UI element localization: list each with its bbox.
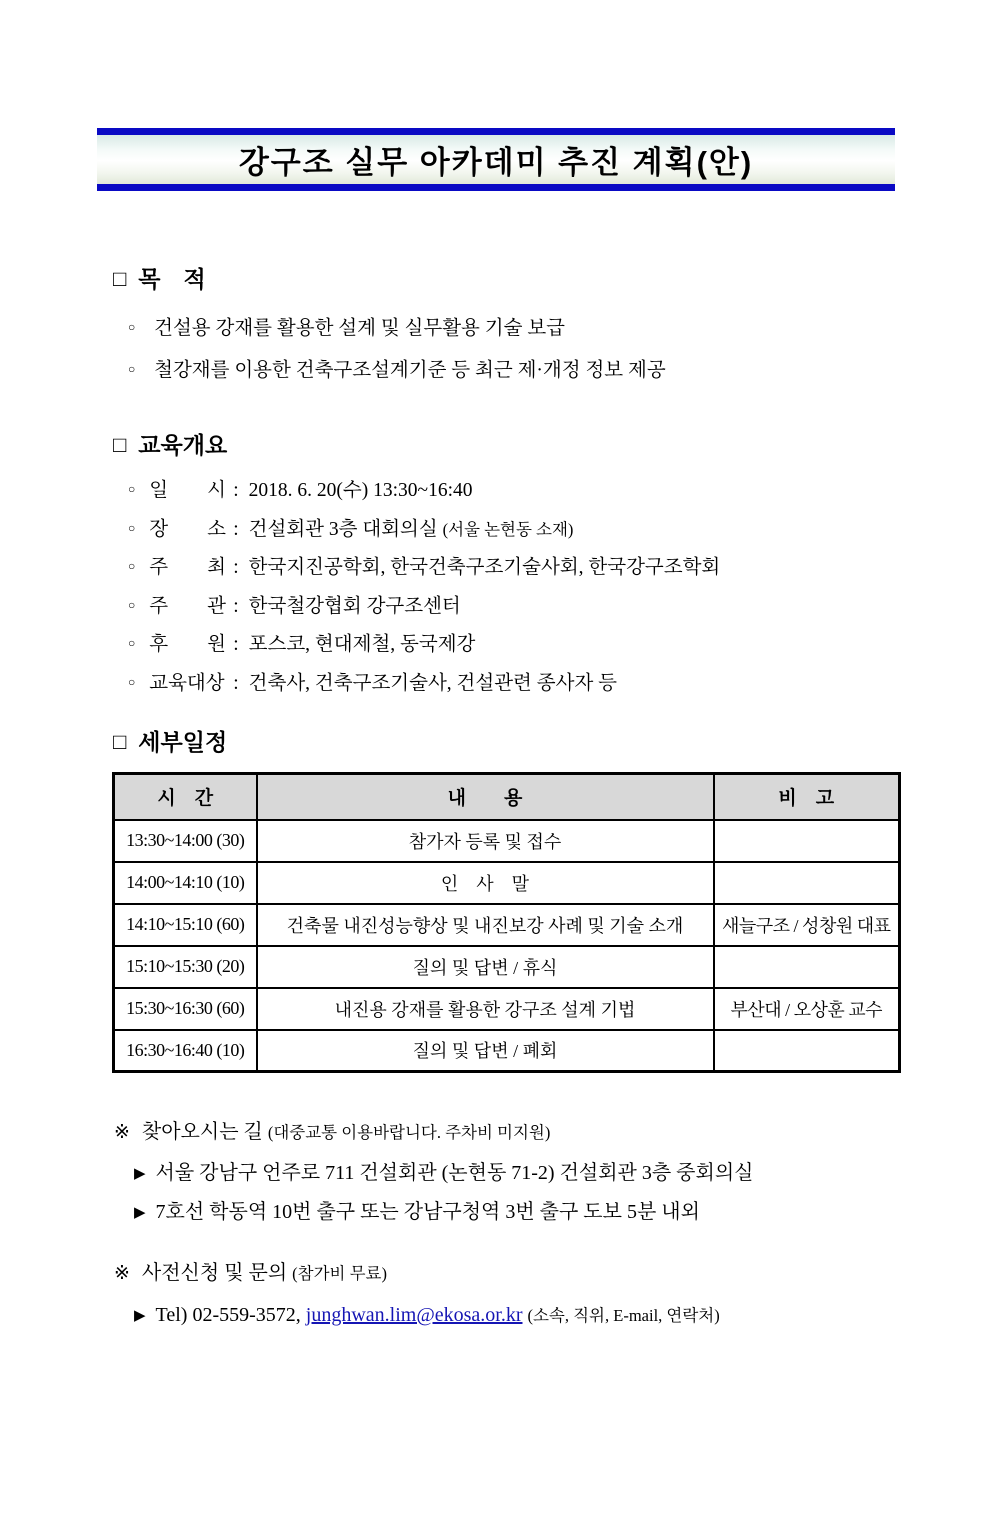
note-cell	[714, 820, 900, 862]
section-heading-schedule	[113, 728, 992, 756]
item-note: (서울 논현동 소재)	[442, 519, 574, 539]
colon-separator: :	[233, 480, 239, 501]
directions-item-text: 7호선 학동역 10번 출구 또는 강남구청역 3번 출구 도보 5분 내외	[155, 1201, 700, 1223]
circle-bullet-icon: ○	[128, 597, 136, 612]
banner-body	[97, 135, 895, 184]
table-row	[114, 904, 900, 946]
circle-bullet-icon: ○	[128, 482, 136, 496]
table-row	[114, 820, 900, 862]
schedule-table	[112, 772, 901, 1073]
directions-list	[134, 1154, 992, 1232]
content-cell: 인 사 말	[257, 862, 714, 904]
circle-bullet-icon: ○	[128, 559, 136, 573]
table-row	[114, 1030, 900, 1072]
square-bullet-icon: □	[113, 266, 127, 291]
purpose-bullet-list	[128, 307, 992, 391]
tel-text: Tel) 02-559-3572,	[155, 1304, 301, 1326]
list-item	[128, 510, 992, 549]
contact-suffix: (소속, 직위, E-mail, 연락처)	[527, 1306, 720, 1325]
email-link[interactable]: junghwan.lim@ekosa.or.kr	[305, 1304, 523, 1326]
directions-item-text: 서울 강남구 언주로 711 건설회관 (논현동 71-2) 건설회관 3층 중회의실	[155, 1162, 754, 1184]
directions-heading	[114, 1117, 992, 1148]
arrow-bullet-icon: ▶	[134, 1205, 146, 1221]
directions-heading-note: (대중교통 이용바랍니다. 주차비 미지원)	[267, 1123, 551, 1142]
time-cell: 14:00~14:10 (10)	[114, 862, 257, 904]
list-item	[128, 587, 992, 626]
list-item	[128, 548, 992, 587]
note-cell	[714, 946, 900, 988]
contact-tel-line	[134, 1299, 992, 1332]
list-item	[128, 471, 992, 510]
banner-top-bar	[97, 128, 895, 135]
list-item	[128, 664, 992, 703]
bullet-text: 철강재를 이용한 건축구조설계기준 등 최근 제·개정 정보 제공	[154, 360, 666, 381]
arrow-bullet-icon: ▶	[134, 1166, 146, 1182]
reference-mark-icon: ※	[114, 1263, 130, 1284]
time-cell: 14:10~15:10 (60)	[114, 904, 257, 946]
title-banner	[97, 128, 895, 191]
page-title: 강구조 실무 아카데미 추진 계획(안)	[238, 145, 754, 180]
list-item	[128, 625, 992, 664]
section-heading-text: 교육개요	[138, 432, 228, 458]
bullet-text: 건설용 강재를 활용한 설계 및 실무활용 기술 보급	[154, 318, 565, 339]
colon-separator: :	[233, 672, 239, 694]
item-value: 포스코, 현대제철, 동국제강	[248, 634, 476, 655]
banner-bottom-bar	[97, 184, 895, 191]
item-label: 장 소	[149, 518, 226, 540]
item-label: 일 시	[149, 480, 226, 501]
contact-heading	[114, 1258, 992, 1289]
item-value: 건설회관 3층 대회의실	[248, 518, 438, 540]
section-heading-overview	[113, 431, 992, 459]
item-value: 한국철강협회 강구조센터	[248, 595, 461, 617]
time-cell: 15:10~15:30 (20)	[114, 946, 257, 988]
table-row	[114, 862, 900, 904]
item-label: 주 관	[149, 595, 226, 617]
circle-bullet-icon: ○	[128, 636, 136, 650]
circle-bullet-icon: ○	[128, 320, 136, 334]
note-cell: 부산대 / 오상훈 교수	[714, 988, 900, 1030]
circle-bullet-icon: ○	[128, 674, 136, 689]
column-header-time: 시 간	[114, 774, 257, 820]
colon-separator: :	[233, 634, 239, 655]
list-item	[128, 349, 992, 391]
section-heading-purpose	[113, 265, 992, 293]
item-label: 교육대상	[149, 672, 225, 694]
colon-separator: :	[233, 518, 239, 540]
directions-heading-text: 찾아오시는 길	[141, 1121, 263, 1143]
table-row	[114, 988, 900, 1030]
document-page	[0, 128, 992, 1531]
item-value: 2018. 6. 20(수) 13:30~16:40	[248, 480, 473, 501]
time-cell: 13:30~14:00 (30)	[114, 820, 257, 862]
content-cell: 질의 및 답변 / 휴식	[257, 946, 714, 988]
item-label: 후 원	[149, 634, 226, 655]
circle-bullet-icon: ○	[128, 520, 136, 535]
list-item	[134, 1193, 992, 1232]
note-cell	[714, 1030, 900, 1072]
column-header-content: 내 용	[257, 774, 714, 820]
item-value: 한국지진공학회, 한국건축구조기술사회, 한국강구조학회	[248, 557, 721, 578]
arrow-bullet-icon: ▶	[134, 1308, 146, 1324]
note-cell: 새늘구조 / 성창원 대표	[714, 904, 900, 946]
time-cell: 16:30~16:40 (10)	[114, 1030, 257, 1072]
content-cell: 참가자 등록 및 접수	[257, 820, 714, 862]
contact-heading-text: 사전신청 및 문의	[141, 1262, 288, 1284]
table-header-row	[114, 774, 900, 820]
circle-bullet-icon: ○	[128, 362, 136, 376]
section-heading-text: 세부일정	[138, 729, 228, 755]
reference-mark-icon: ※	[114, 1122, 130, 1143]
square-bullet-icon: □	[113, 432, 127, 457]
table-row	[114, 946, 900, 988]
overview-list	[128, 471, 992, 702]
colon-separator: :	[233, 557, 239, 578]
time-cell: 15:30~16:30 (60)	[114, 988, 257, 1030]
note-cell	[714, 862, 900, 904]
item-label: 주 최	[149, 557, 226, 578]
colon-separator: :	[233, 595, 239, 617]
list-item	[128, 307, 992, 349]
section-heading-text: 목 적	[138, 266, 206, 292]
contact-heading-note: (참가비 무료)	[292, 1264, 387, 1283]
list-item	[134, 1154, 992, 1193]
content-cell: 질의 및 답변 / 폐회	[257, 1030, 714, 1072]
square-bullet-icon: □	[113, 729, 127, 754]
content-cell: 건축물 내진성능향상 및 내진보강 사례 및 기술 소개	[257, 904, 714, 946]
column-header-note: 비 고	[714, 774, 900, 820]
content-cell: 내진용 강재를 활용한 강구조 설계 기법	[257, 988, 714, 1030]
item-value: 건축사, 건축구조기술사, 건설관련 종사자 등	[248, 672, 617, 694]
